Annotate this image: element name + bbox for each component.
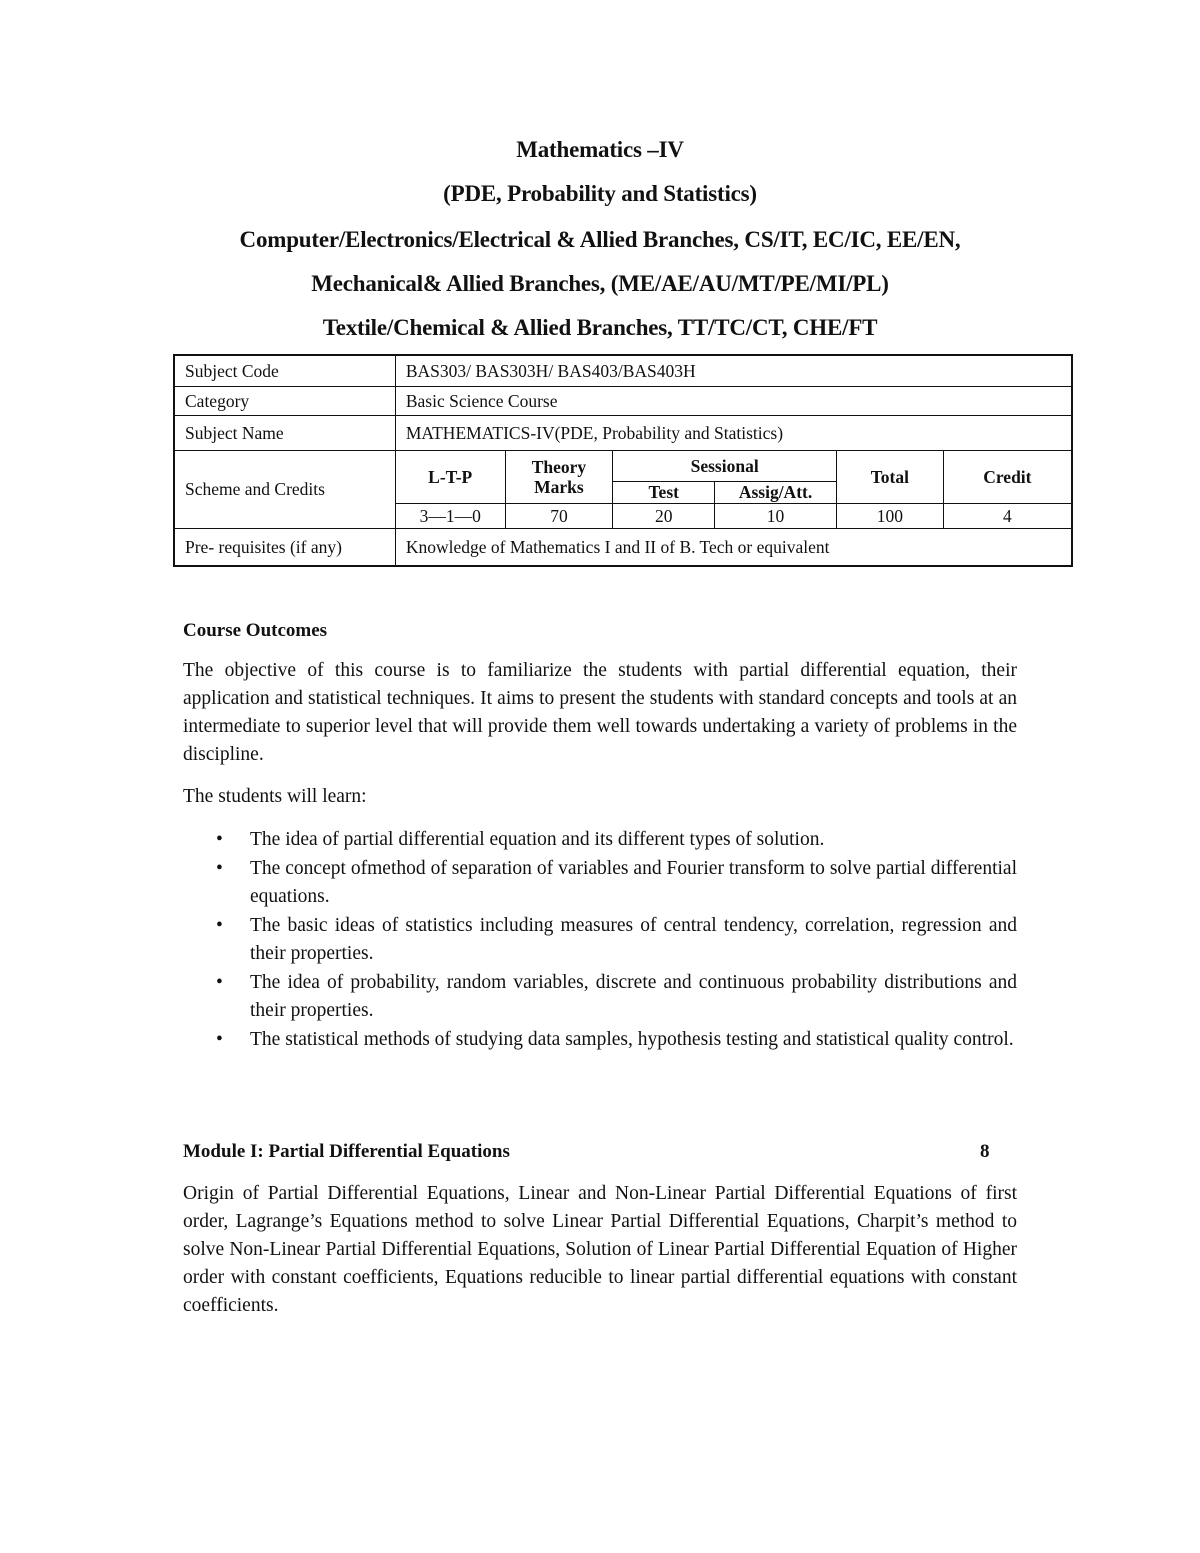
table-row (174, 355, 1072, 387)
subject-name-value: MATHEMATICS-IV(PDE, Probability and Statistics) (395, 416, 1072, 451)
outcome-text: The idea of partial differential equation and its different types of solution. (250, 829, 825, 850)
assig-att-value: 10 (715, 504, 837, 529)
list-item (183, 826, 1017, 854)
learn-intro: The students will learn: (183, 786, 367, 807)
credit-value: 4 (943, 504, 1072, 529)
list-item (183, 1026, 1017, 1054)
bullet-icon: • (216, 972, 223, 993)
subject-code-value: BAS303/ BAS303H/ BAS403/BAS403H (395, 355, 1072, 387)
list-item (183, 855, 1017, 911)
prerequisites-value: Knowledge of Mathematics I and II of B. Tech or equivalent (395, 529, 1072, 567)
sessional-header: Sessional (613, 451, 837, 482)
category-value: Basic Science Course (395, 387, 1072, 416)
list-item (183, 912, 1017, 968)
subject-info-table (173, 354, 1073, 567)
branches-line-3: Textile/Chemical & Allied Branches, TT/TC/CT, CHE/FT (322, 315, 878, 340)
assig-att-header: Assig/Att. (715, 482, 837, 504)
objective-paragraph: The objective of this course is to familiarize the students with partial differential equation, their application and statistical techniques. It aims to present the students with standard concepts and tools at an intermediate to superior level that will provide them well towards undertaking a variety of problems in the discipline. (183, 660, 1017, 765)
table-row (174, 416, 1072, 451)
list-item (183, 969, 1017, 1025)
table-row (174, 451, 1072, 482)
table-row (174, 529, 1072, 567)
outcome-text: The basic ideas of statistics including measures of central tendency, correlation, regression and their properties. (250, 915, 1017, 964)
branches-line-2: Mechanical& Allied Branches, (ME/AE/AU/MT/PE/MI/PL) (311, 271, 889, 296)
ltp-header: L-T-P (395, 451, 505, 504)
page-title: Mathematics –IV (516, 137, 684, 162)
module-1-title: Module I: Partial Differential Equations (183, 1141, 510, 1162)
module-1-hours: 8 (980, 1141, 990, 1162)
page-subtitle: (PDE, Probability and Statistics) (443, 181, 757, 206)
bullet-icon: • (216, 829, 223, 850)
branches-line-1: Computer/Electronics/Electrical & Allied Branches, CS/IT, EC/IC, EE/EN, (239, 227, 961, 252)
table-row (174, 387, 1072, 416)
theory-marks-header: Theory Marks (505, 451, 613, 504)
theory-marks-value: 70 (505, 504, 613, 529)
test-value: 20 (613, 504, 715, 529)
credit-header: Credit (943, 451, 1072, 504)
scheme-label: Scheme and Credits (174, 451, 395, 529)
module-1-content: Origin of Partial Differential Equations, Linear and Non-Linear Partial Differential Equations of first order, Lagrange’s Equations method to solve Linear Partial Differential Equations, Charpit’s method to solve Non-Linear Partial Differential Equations, Solution of Linear Partial Differential Equation of Higher order with constant coefficients, Equations reducible to linear partial differential equations with constant coefficients. (183, 1183, 1017, 1316)
prerequisites-label: Pre- requisites (if any) (174, 529, 395, 567)
subject-code-label: Subject Code (174, 355, 395, 387)
category-label: Category (174, 387, 395, 416)
bullet-icon: • (216, 858, 223, 879)
outcomes-list (183, 826, 1017, 1055)
total-header: Total (836, 451, 943, 504)
ltp-value: 3—1—0 (395, 504, 505, 529)
total-value: 100 (836, 504, 943, 529)
bullet-icon: • (216, 1029, 223, 1050)
outcome-text: The statistical methods of studying data samples, hypothesis testing and statistical quality control. (250, 1029, 1014, 1050)
test-header: Test (613, 482, 715, 504)
outcome-text: The concept ofmethod of separation of variables and Fourier transform to solve partial differential equations. (250, 858, 1017, 907)
subject-name-label: Subject Name (174, 416, 395, 451)
course-outcomes-title: Course Outcomes (183, 620, 328, 641)
bullet-icon: • (216, 915, 223, 936)
outcome-text: The idea of probability, random variables, discrete and continuous probability distributions and their properties. (250, 972, 1017, 1021)
